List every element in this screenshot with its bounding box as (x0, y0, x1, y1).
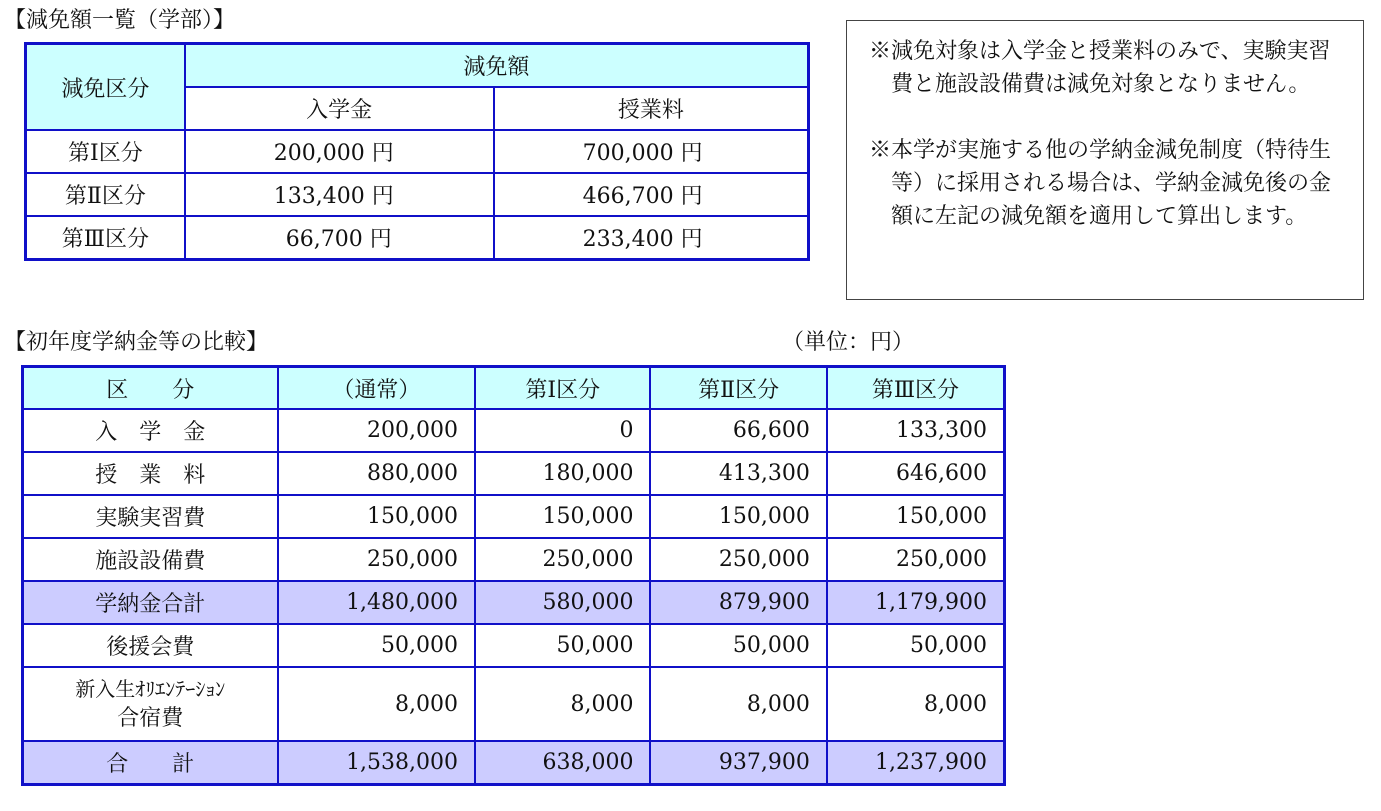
header-tuition: 授業料 (494, 87, 809, 130)
category-label: 第Ⅱ区分 (26, 173, 185, 216)
cell-value: 1,237,900 (827, 741, 1005, 785)
cell-value: 8,000 (278, 667, 475, 741)
table-row (26, 216, 809, 260)
header-tier-1: 第Ⅰ区分 (475, 367, 650, 410)
header-category: 区 分 (23, 367, 278, 410)
cell-value: 880,000 (278, 452, 475, 495)
entrance-amount: 133,400 円 (185, 173, 494, 216)
fee-comparison-table (21, 365, 1006, 786)
entrance-amount: 200,000 円 (185, 130, 494, 173)
cell-value: 50,000 (278, 624, 475, 667)
entrance-amount: 66,700 円 (185, 216, 494, 260)
cell-value: 133,300 (827, 409, 1005, 452)
cell-value: 50,000 (650, 624, 826, 667)
cell-value: 937,900 (650, 741, 826, 785)
cell-value: 180,000 (475, 452, 650, 495)
table-row (23, 624, 1005, 667)
unit-label: （単位：円） (782, 330, 915, 355)
reduction-list-title: 【減免額一覧（学部）】 (4, 8, 236, 33)
tuition-amount: 700,000 円 (494, 130, 809, 173)
note-item: ※減免対象は入学金と授業料のみで、実験実習費と施設設備費は減免対象となりません。 (869, 39, 1331, 97)
tuition-amount: 466,700 円 (494, 173, 809, 216)
cell-value: 50,000 (827, 624, 1005, 667)
row-label-line: 合宿費 (117, 706, 184, 731)
cell-value: 1,480,000 (278, 581, 475, 624)
row-label: 後援会費 (23, 624, 278, 667)
cell-value: 1,179,900 (827, 581, 1005, 624)
cell-value: 200,000 (278, 409, 475, 452)
cell-value: 150,000 (650, 495, 826, 538)
tuition-amount: 233,400 円 (494, 216, 809, 260)
cell-value: 0 (475, 409, 650, 452)
header-tier-3: 第Ⅲ区分 (827, 367, 1005, 410)
total-row (23, 741, 1005, 785)
table-row (23, 538, 1005, 581)
comparison-title: 【初年度学納金等の比較】 (4, 330, 269, 355)
cell-value: 50,000 (475, 624, 650, 667)
cell-value: 879,900 (650, 581, 826, 624)
subtotal-row (23, 581, 1005, 624)
cell-value: 413,300 (650, 452, 826, 495)
cell-value: 8,000 (650, 667, 826, 741)
table-row (23, 667, 1005, 741)
cell-value: 66,600 (650, 409, 826, 452)
category-label: 第Ⅰ区分 (26, 130, 185, 173)
cell-value: 250,000 (475, 538, 650, 581)
category-label: 第Ⅲ区分 (26, 216, 185, 260)
table-row (23, 495, 1005, 538)
header-entrance: 入学金 (185, 87, 494, 130)
cell-value: 580,000 (475, 581, 650, 624)
cell-value: 8,000 (475, 667, 650, 741)
cell-value: 250,000 (827, 538, 1005, 581)
row-label: 入 学 金 (23, 409, 278, 452)
row-label: 学納金合計 (23, 581, 278, 624)
header-category: 減免区分 (26, 44, 185, 131)
table-row (23, 452, 1005, 495)
row-label: 授 業 料 (23, 452, 278, 495)
header-tier-2: 第Ⅱ区分 (650, 367, 826, 410)
row-label: 合 計 (23, 741, 278, 785)
cell-value: 646,600 (827, 452, 1005, 495)
cell-value: 150,000 (278, 495, 475, 538)
row-label: 実験実習費 (23, 495, 278, 538)
notes-box (846, 20, 1364, 300)
cell-value: 150,000 (475, 495, 650, 538)
table-row (23, 409, 1005, 452)
reduction-amount-table (24, 42, 810, 261)
header-amount: 減免額 (185, 44, 809, 88)
cell-value: 8,000 (827, 667, 1005, 741)
table-row (26, 173, 809, 216)
cell-value: 250,000 (278, 538, 475, 581)
header-normal: （通常） (278, 367, 475, 410)
row-label (23, 667, 278, 741)
table-row (26, 130, 809, 173)
cell-value: 638,000 (475, 741, 650, 785)
cell-value: 150,000 (827, 495, 1005, 538)
cell-value: 250,000 (650, 538, 826, 581)
cell-value: 1,538,000 (278, 741, 475, 785)
row-label-line: 新入生ｵﾘｴﾝﾃｰｼｮﾝ (75, 677, 226, 701)
note-item: ※本学が実施する他の学納金減免制度（特待生等）に採用される場合は、学納金減免後の金額に左記の減免額を適用して算出します。 (869, 138, 1332, 229)
row-label: 施設設備費 (23, 538, 278, 581)
